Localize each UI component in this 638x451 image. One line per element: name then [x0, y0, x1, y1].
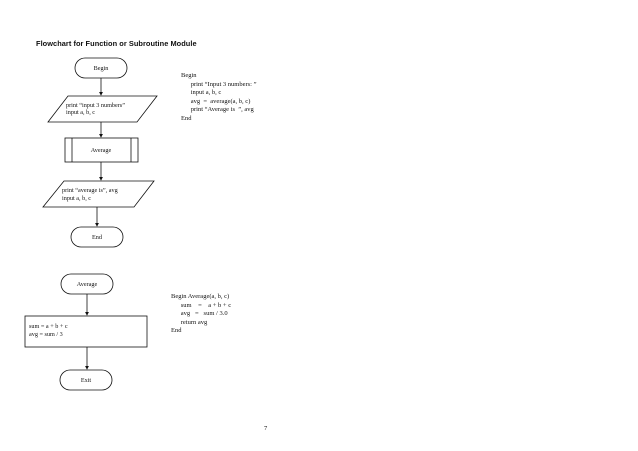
- exit-label: Exit: [80, 377, 92, 384]
- average-start-terminator: [61, 274, 113, 294]
- pseudocode-main-line: print “Input 3 numbers: ”: [181, 80, 257, 88]
- io1-line1: print “input 3 numbers”: [66, 102, 125, 109]
- io2-line2: input a, b, c: [62, 195, 92, 202]
- io1-line2: input a, b, c: [66, 109, 96, 116]
- begin-terminator: [75, 58, 127, 78]
- end-label: End: [92, 234, 102, 241]
- pseudocode-main-line: Begin: [181, 72, 197, 79]
- pseudocode-average-line: End: [171, 327, 182, 335]
- predefined-process-average: [65, 138, 138, 162]
- process-label: Average: [90, 147, 112, 154]
- end-terminator: [71, 227, 123, 247]
- page-number: 7: [264, 425, 268, 432]
- pseudocode-average-line: return avg: [171, 318, 208, 326]
- calc-line1: sum = a + b + c: [29, 323, 68, 330]
- pseudocode-main-line: End: [181, 114, 192, 122]
- pseudocode-main-line: print “Average is ”, avg: [181, 106, 254, 114]
- pseudocode-average-line: sum = a + b + c: [171, 301, 232, 309]
- pseudocode-average: [171, 293, 231, 336]
- page-title: Flowchart for Function or Subroutine Module: [36, 39, 197, 48]
- io-input-numbers: [48, 96, 157, 122]
- io-print-average: [43, 181, 154, 207]
- pseudocode-main-line: avg = average(a, b, c): [181, 97, 251, 105]
- pseudocode-main: [181, 72, 256, 124]
- pseudocode-main-line: input a, b, c: [181, 89, 222, 97]
- calc-line2: avg = sum / 3: [29, 331, 63, 338]
- calc-process-box: [25, 316, 147, 347]
- begin-label: Begin: [93, 65, 109, 72]
- pseudocode-average-line: avg = sum / 3.0: [171, 310, 228, 318]
- io2-line1: print “average is”, avg: [62, 187, 118, 194]
- pseudocode-average-line: Begin Average(a, b, c): [171, 293, 230, 300]
- sub-start-label: Average: [76, 281, 98, 288]
- exit-terminator: [60, 370, 112, 390]
